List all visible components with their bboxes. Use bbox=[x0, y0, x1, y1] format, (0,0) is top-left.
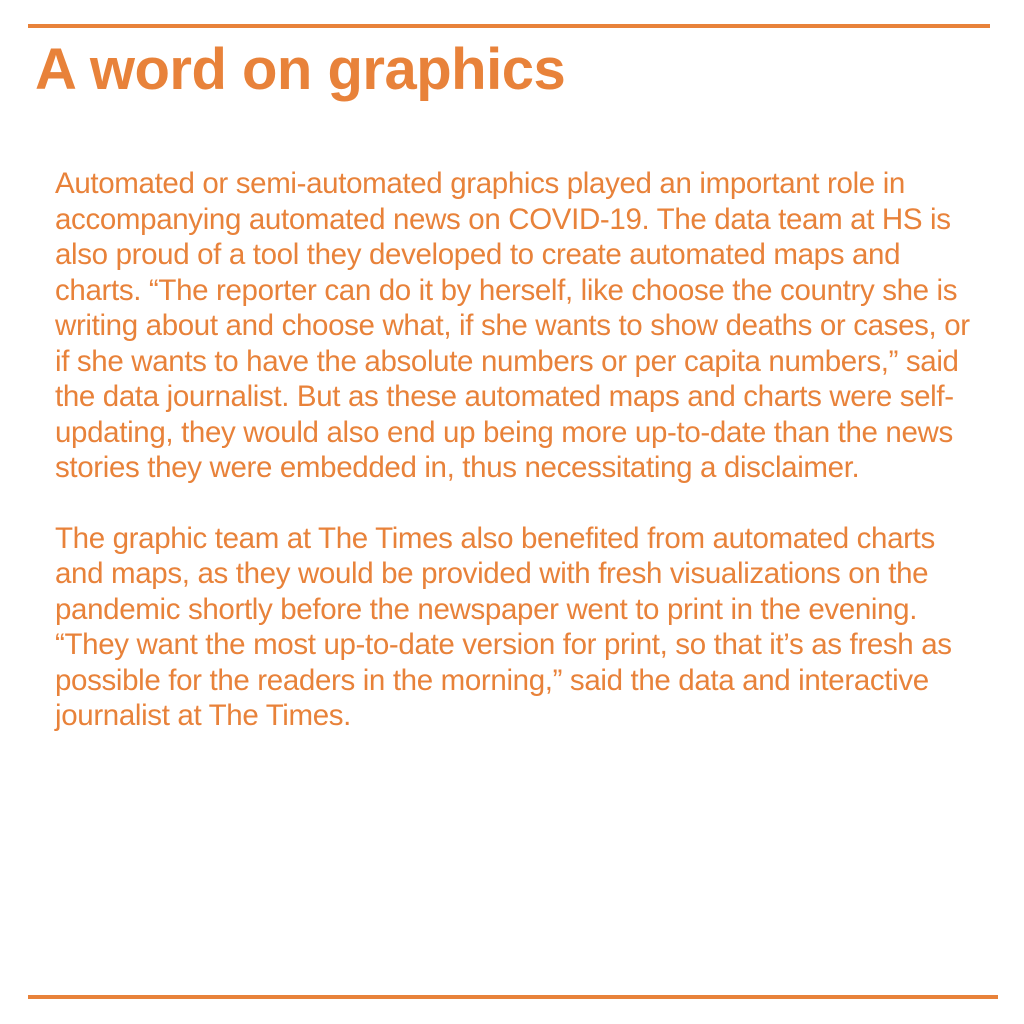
paragraph-2: The graphic team at The Times also benefited from automated charts and maps, as they would be provided with fresh visualizations on the pandemic shortly before the newspaper went to print in the evening. “They want the most up-to-date version for print, so that it’s as fresh as possible for the readers in the morning,” said the data and interactive journalist at The Times. bbox=[55, 521, 952, 732]
paragraph-1: Automated or semi-automated graphics played an important role in accompanying automated news on COVID-19. The data team at HS is also proud of a tool they developed to create automated maps and charts. “The reporter can do it by herself, like choose the country she is writing about and choose what, if she wants to show deaths or cases, or if she wants to have the absolute numbers or per capita numbers,” said the data journalist. But as these automated maps and charts were self-updating, they would also end up being more up-to-date than the news stories they were embedded in, thus necessitating a disclaimer. bbox=[55, 167, 970, 484]
body-text bbox=[55, 166, 990, 734]
page-title: A word on graphics bbox=[35, 37, 566, 102]
top-rule bbox=[28, 24, 990, 28]
bottom-rule bbox=[28, 995, 998, 999]
